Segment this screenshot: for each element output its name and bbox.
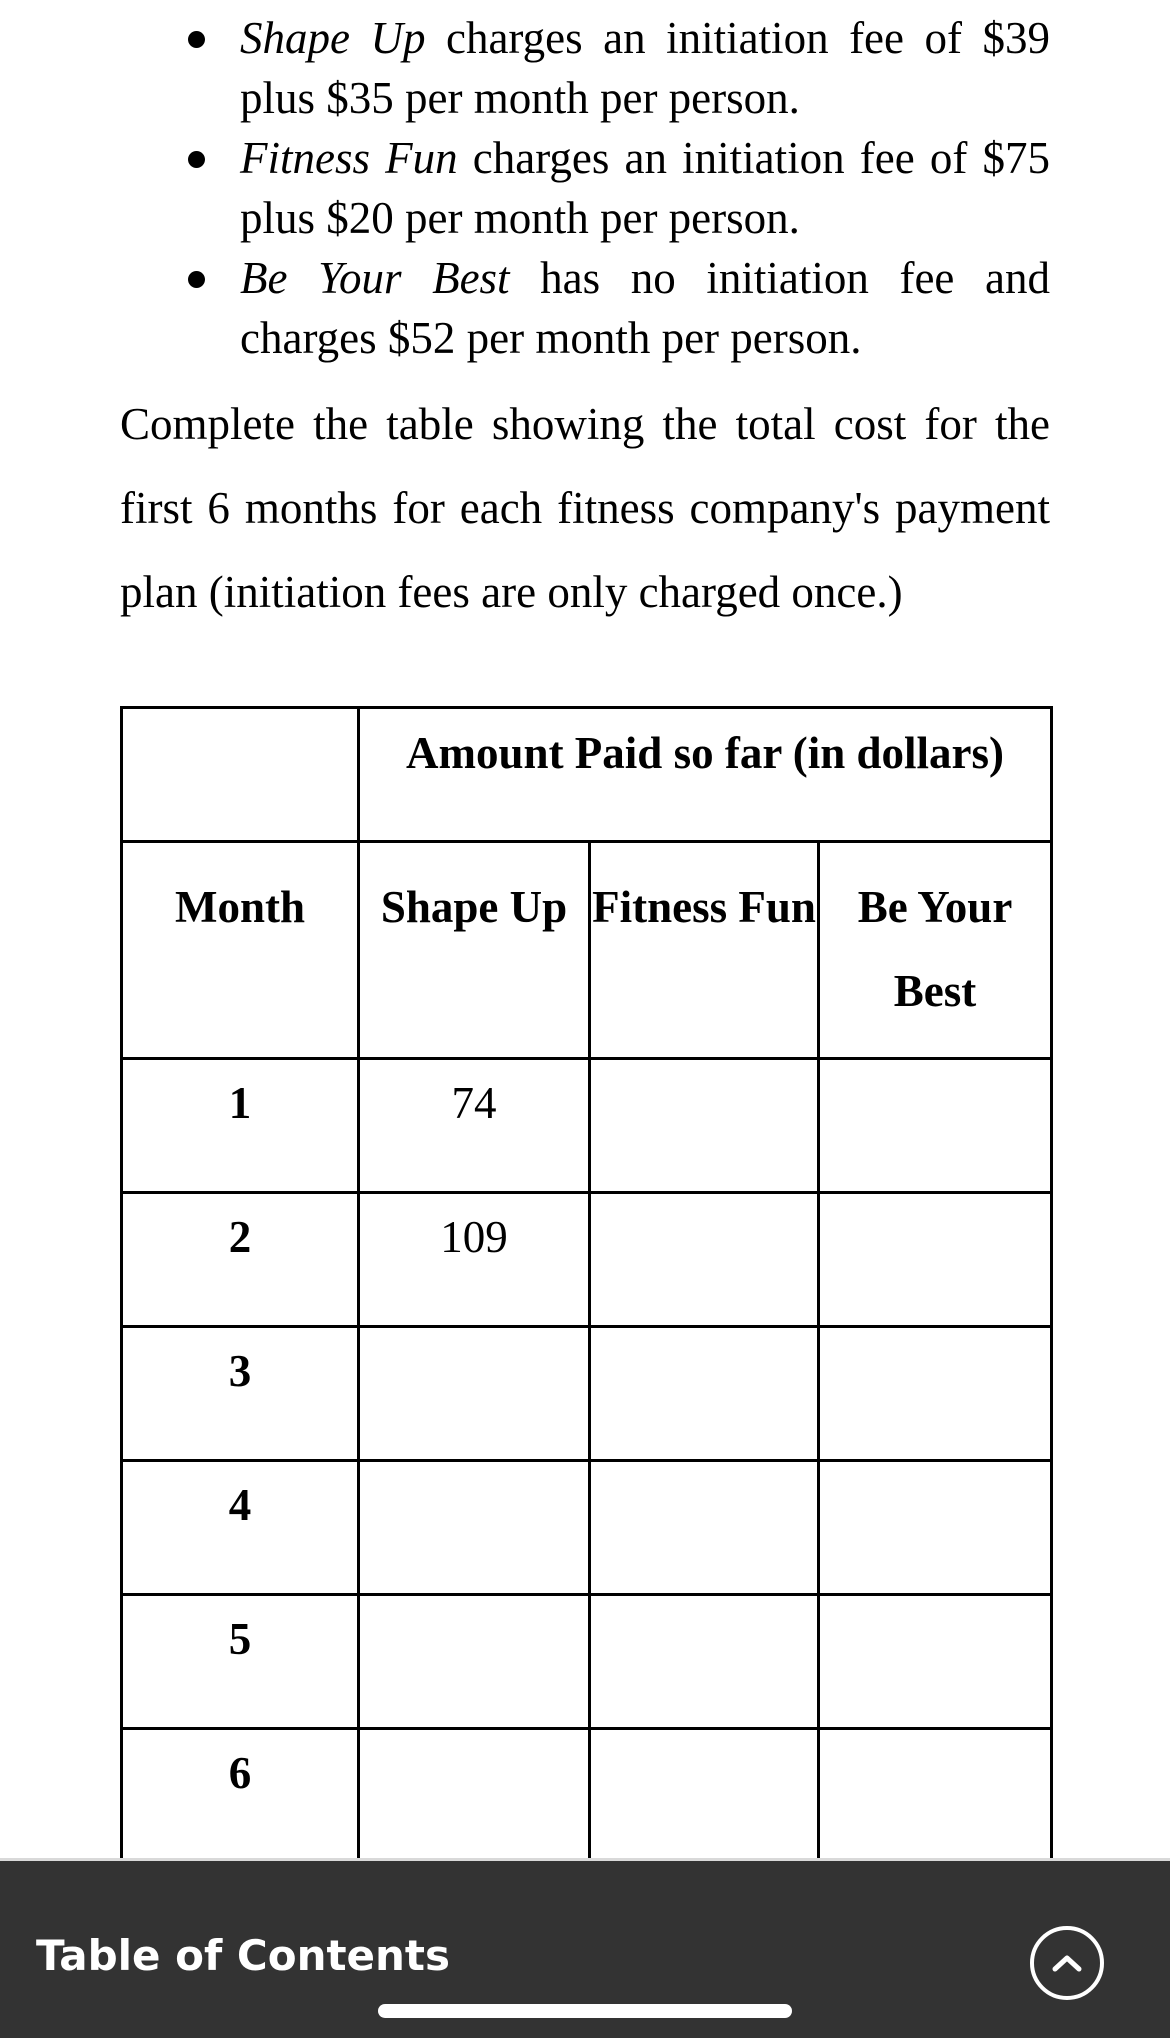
be-your-best-header-label: Be Your Best (857, 882, 1013, 1016)
shape-up-cell (359, 1193, 590, 1327)
fee-item-be-your-best (182, 248, 1050, 368)
amount-paid-header (359, 708, 1052, 842)
month-cell (122, 1327, 359, 1461)
be-your-best-value (820, 1730, 1050, 1748)
fitness-fun-cell (590, 1461, 819, 1595)
shape-up-cell (359, 1059, 590, 1193)
fitness-fun-value (591, 1194, 817, 1212)
month-value: 5 (228, 1614, 252, 1664)
month-value: 6 (228, 1748, 252, 1798)
be-your-best-value (820, 1060, 1050, 1078)
be-your-best-value (820, 1596, 1050, 1614)
instructions-paragraph: Complete the table showing the total cost for the first 6 months for each fitness company's payment plan (initiation fees are only charged once.) (120, 399, 1050, 617)
fitness-fun-value (591, 1596, 817, 1614)
table-corner-cell (122, 708, 359, 842)
be-your-best-value (820, 1194, 1050, 1212)
table-row (122, 1729, 1052, 1859)
shape-up-value (360, 1596, 588, 1614)
fee-description: charges an initiation fee of $75 plus $20 per month per person. (240, 133, 1051, 243)
shape-up-header-label: Shape Up (380, 882, 568, 932)
table-row (122, 1327, 1052, 1461)
shape-up-value (360, 1462, 588, 1480)
shape-up-cell (359, 1461, 590, 1595)
month-value: 4 (228, 1480, 252, 1530)
fee-item-shape-up (182, 8, 1050, 128)
fee-description: charges an initiation fee of $39 plus $35 per month per person. (240, 13, 1050, 123)
shape-up-header (359, 842, 590, 1059)
company-name: Fitness Fun (240, 133, 458, 183)
shape-up-cell (359, 1595, 590, 1729)
company-name: Shape Up (240, 13, 426, 63)
fitness-fun-header-label: Fitness Fun (592, 882, 816, 932)
home-indicator[interactable] (378, 2004, 792, 2018)
shape-up-value (360, 1730, 588, 1748)
fee-list (182, 8, 1050, 368)
month-value: 2 (228, 1212, 252, 1262)
month-value: 3 (228, 1346, 252, 1396)
bullet-dot (188, 271, 205, 288)
table-of-contents-bar[interactable] (0, 1858, 1170, 2038)
be-your-best-cell (819, 1327, 1052, 1461)
month-cell (122, 1059, 359, 1193)
month-cell (122, 1461, 359, 1595)
fitness-fun-cell (590, 1327, 819, 1461)
be-your-best-header (819, 842, 1052, 1059)
fitness-fun-value (591, 1328, 817, 1346)
fitness-fun-value (591, 1730, 817, 1748)
table-row (122, 1193, 1052, 1327)
fitness-fun-cell (590, 1193, 819, 1327)
table-group-header-row (122, 708, 1052, 842)
company-name: Be Your Best (240, 253, 510, 303)
fitness-fun-cell (590, 1059, 819, 1193)
fitness-fun-value (591, 1060, 817, 1078)
table-column-header-row (122, 842, 1052, 1059)
table-row (122, 1461, 1052, 1595)
month-cell (122, 1193, 359, 1327)
shape-up-cell (359, 1729, 590, 1859)
expand-contents-button[interactable] (1030, 1926, 1104, 2000)
be-your-best-cell (819, 1729, 1052, 1859)
shape-up-cell (359, 1327, 590, 1461)
fee-description: has no initiation fee and charges $52 per month per person. (240, 253, 1050, 363)
be-your-best-value (820, 1462, 1050, 1480)
month-header-label: Month (174, 882, 305, 932)
month-cell (122, 1729, 359, 1859)
table-row (122, 1595, 1052, 1729)
be-your-best-cell (819, 1193, 1052, 1327)
chevron-up-icon (1049, 1951, 1085, 1975)
table-of-contents-title[interactable]: Table of Contents (36, 1931, 451, 1980)
fitness-fun-header (590, 842, 819, 1059)
shape-up-value: 109 (440, 1212, 508, 1262)
cost-table (120, 706, 1053, 1858)
month-cell (122, 1595, 359, 1729)
bullet-dot (188, 151, 205, 168)
be-your-best-value (820, 1328, 1050, 1346)
fee-item-fitness-fun (182, 128, 1050, 248)
month-header (122, 842, 359, 1059)
month-value: 1 (228, 1078, 252, 1128)
be-your-best-cell (819, 1595, 1052, 1729)
be-your-best-cell (819, 1461, 1052, 1595)
shape-up-value: 74 (451, 1078, 497, 1128)
fitness-fun-value (591, 1462, 817, 1480)
table-row (122, 1059, 1052, 1193)
fitness-fun-cell (590, 1595, 819, 1729)
bullet-dot (188, 31, 205, 48)
fitness-fun-cell (590, 1729, 819, 1859)
amount-paid-header-label: Amount Paid so far (in dollars) (406, 728, 1004, 778)
be-your-best-cell (819, 1059, 1052, 1193)
shape-up-value (360, 1328, 588, 1346)
